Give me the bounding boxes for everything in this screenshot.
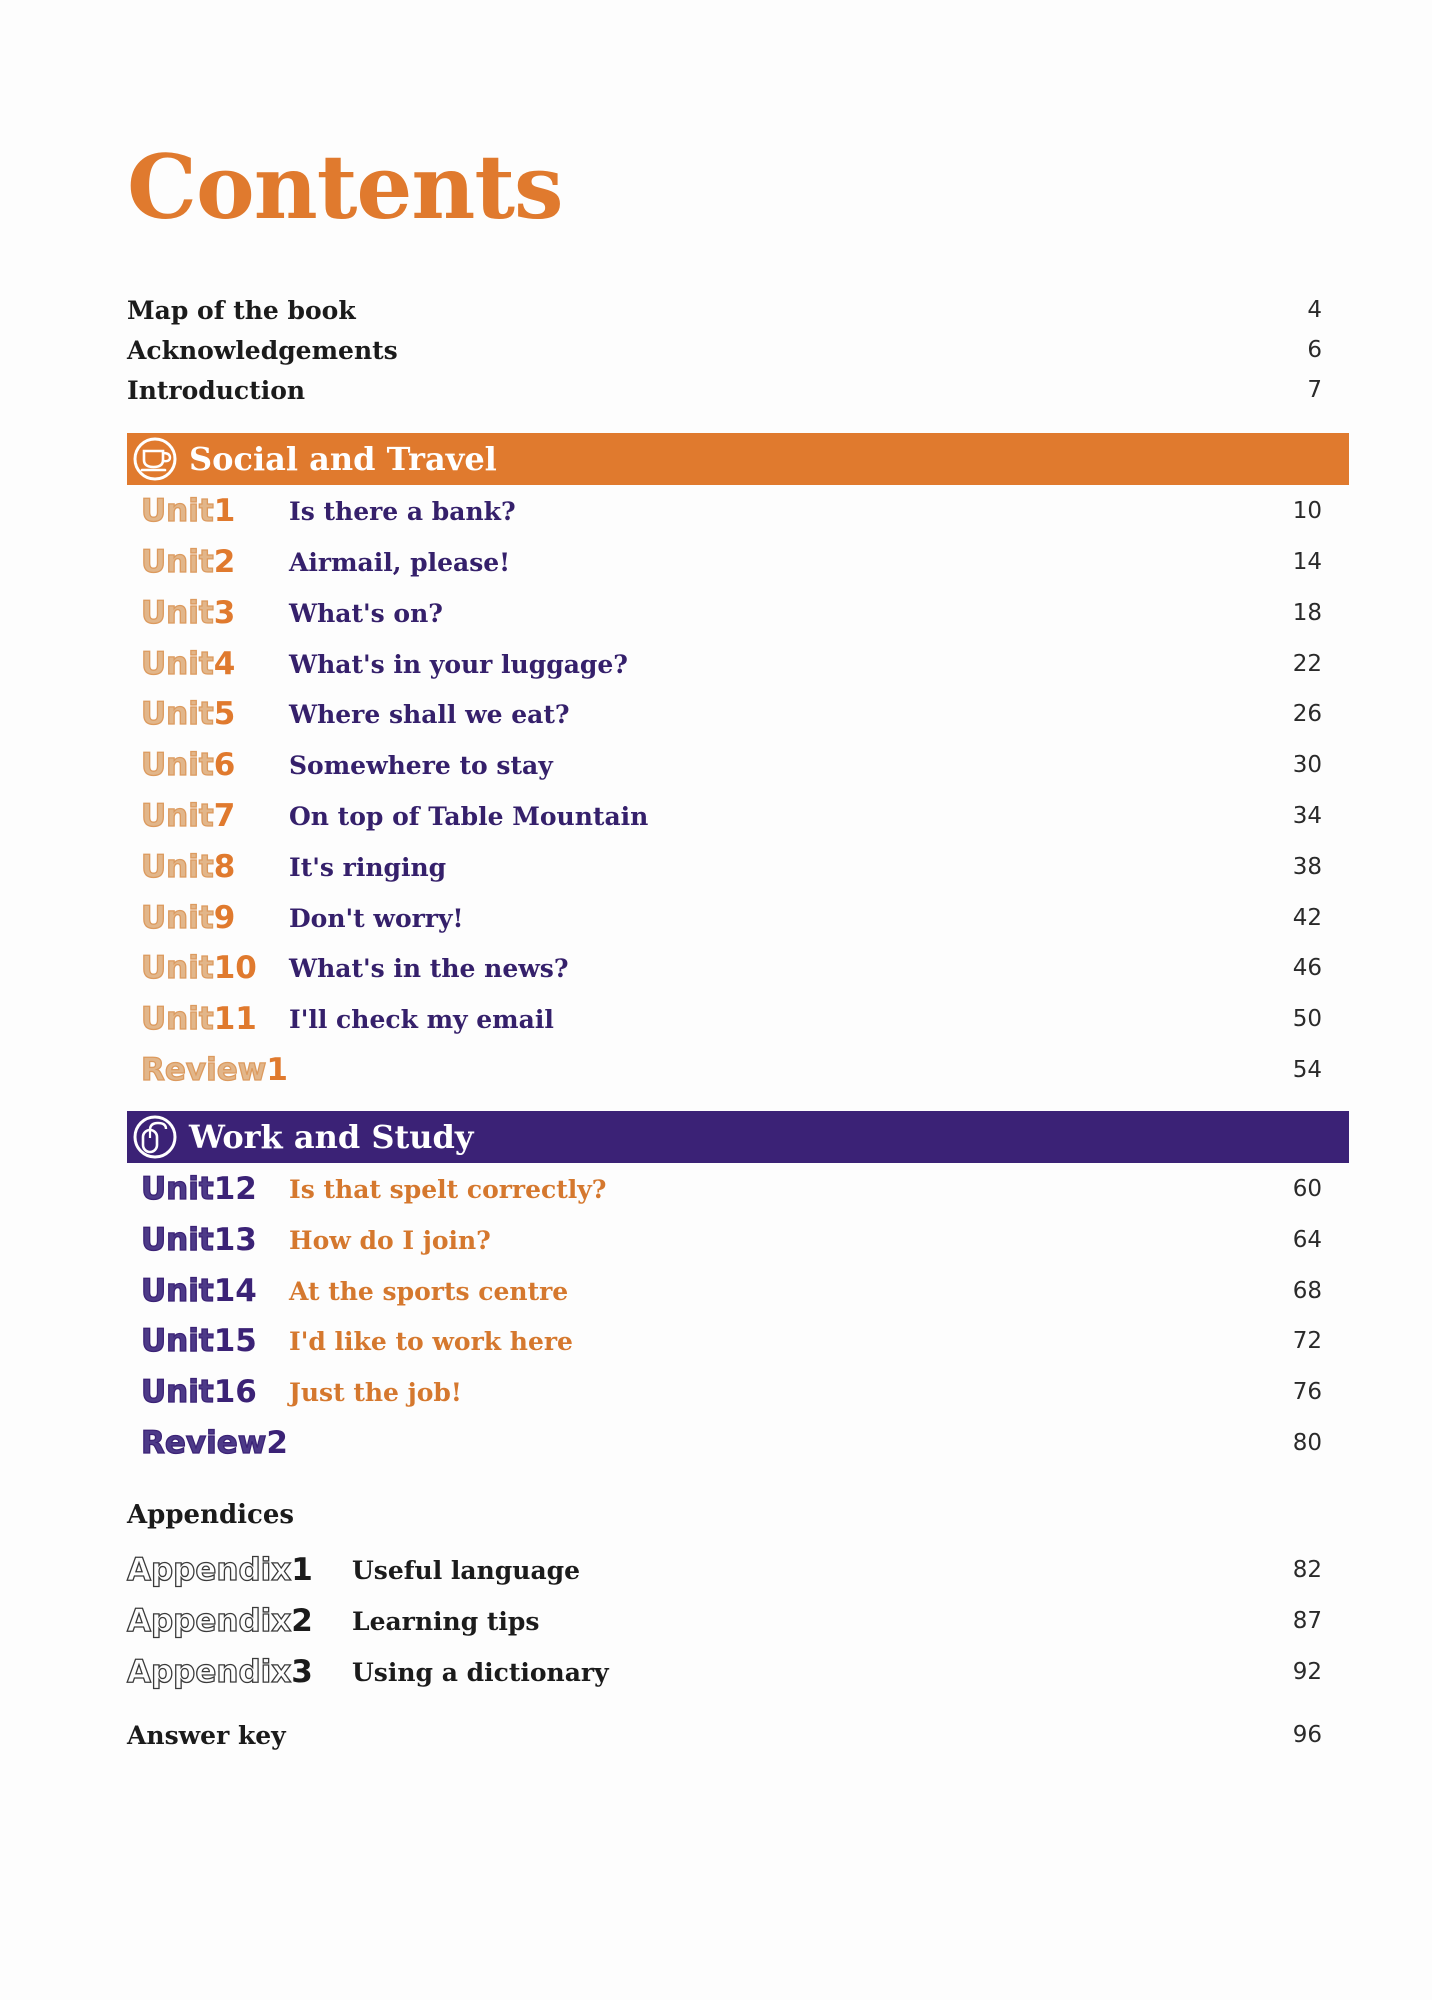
page-number: 60 — [1292, 1176, 1322, 1202]
page-number: 7 — [1307, 377, 1322, 403]
unit-word: Unit — [141, 1171, 214, 1207]
unit-number: 13 — [213, 1222, 257, 1258]
front-item-label: Introduction — [127, 375, 306, 405]
unit-word: Unit — [141, 900, 214, 936]
list-item[interactable] — [127, 842, 1322, 892]
unit-title: Where shall we eat? — [289, 699, 570, 729]
appendix-number: 2 — [291, 1603, 313, 1639]
unit-number: 8 — [213, 849, 236, 885]
page-number: 80 — [1292, 1430, 1322, 1456]
unit-word: Unit — [141, 1273, 214, 1309]
appendix-word: Appendix — [127, 1654, 292, 1690]
page-number: 4 — [1307, 297, 1322, 323]
page-number: 18 — [1292, 600, 1322, 626]
page-number: 30 — [1292, 752, 1322, 778]
section-header-work-study — [127, 1111, 1349, 1163]
unit-title: Is that spelt correctly? — [289, 1174, 607, 1204]
unit-tag — [141, 493, 235, 529]
answer-key-label: Answer key — [127, 1720, 286, 1750]
unit-title: I'll check my email — [289, 1004, 554, 1034]
unit-word: Unit — [141, 798, 214, 834]
appendix-title: Learning tips — [352, 1606, 540, 1636]
unit-title: Is there a bank? — [289, 496, 516, 526]
list-item[interactable] — [127, 1266, 1322, 1316]
list-item[interactable] — [127, 791, 1322, 841]
appendix-tag — [127, 1654, 313, 1690]
review-word: Review — [141, 1052, 267, 1088]
page-number: 82 — [1292, 1557, 1322, 1583]
list-item[interactable] — [127, 689, 1322, 739]
list-item[interactable] — [127, 486, 1322, 536]
appendix-title: Using a dictionary — [352, 1657, 609, 1687]
list-item[interactable] — [127, 943, 1322, 993]
unit-tag — [141, 646, 235, 682]
page-number: 72 — [1292, 1328, 1322, 1354]
teacup-icon — [133, 437, 177, 481]
unit-number: 7 — [213, 798, 236, 834]
unit-tag — [141, 696, 235, 732]
unit-number: 11 — [213, 1001, 257, 1037]
section-header-social-travel — [127, 433, 1349, 485]
unit-word: Unit — [141, 595, 214, 631]
page-number: 46 — [1292, 955, 1322, 981]
page-number: 26 — [1292, 701, 1322, 727]
page-number: 22 — [1292, 651, 1322, 677]
page-number: 96 — [1292, 1722, 1322, 1748]
unit-word: Unit — [141, 950, 214, 986]
unit-title: What's in the news? — [289, 953, 569, 983]
list-item[interactable] — [127, 994, 1322, 1044]
page-number: 87 — [1292, 1608, 1322, 1634]
page-number: 64 — [1292, 1227, 1322, 1253]
unit-tag — [141, 1374, 257, 1410]
unit-tag — [141, 1273, 257, 1309]
page-number: 10 — [1292, 498, 1322, 524]
list-item[interactable] — [127, 1215, 1322, 1265]
unit-title: At the sports centre — [289, 1276, 569, 1306]
section-title: Social and Travel — [189, 440, 497, 478]
unit-title: It's ringing — [289, 852, 447, 882]
unit-number: 9 — [213, 900, 236, 936]
page-number: 68 — [1292, 1278, 1322, 1304]
unit-number: 12 — [213, 1171, 257, 1207]
answer-key-item[interactable] — [127, 1715, 1322, 1755]
unit-word: Unit — [141, 544, 214, 580]
front-item-acknowledgements[interactable] — [127, 330, 1322, 370]
unit-word: Unit — [141, 696, 214, 732]
front-item-introduction[interactable] — [127, 370, 1322, 410]
appendix-item[interactable] — [127, 1596, 1322, 1646]
list-item[interactable] — [127, 537, 1322, 587]
list-item[interactable] — [127, 1164, 1322, 1214]
unit-tag — [141, 950, 257, 986]
unit-number: 15 — [213, 1323, 257, 1359]
review-number: 1 — [266, 1052, 288, 1088]
unit-number: 2 — [213, 544, 236, 580]
unit-title: What's on? — [289, 598, 443, 628]
unit-tag — [141, 798, 235, 834]
appendix-item[interactable] — [127, 1647, 1322, 1697]
appendix-tag — [127, 1603, 313, 1639]
appendix-item[interactable] — [127, 1545, 1322, 1595]
unit-number: 5 — [213, 696, 236, 732]
unit-tag — [141, 595, 235, 631]
list-item[interactable] — [127, 893, 1322, 943]
section-title: Work and Study — [189, 1118, 474, 1156]
page-number: 42 — [1292, 905, 1322, 931]
unit-number: 3 — [213, 595, 236, 631]
unit-word: Unit — [141, 1001, 214, 1037]
unit-title: What's in your luggage? — [289, 649, 628, 679]
appendix-number: 1 — [291, 1552, 313, 1588]
unit-word: Unit — [141, 849, 214, 885]
page-number: 92 — [1292, 1659, 1322, 1685]
page-number: 6 — [1307, 337, 1322, 363]
unit-number: 1 — [213, 493, 236, 529]
list-item[interactable] — [127, 1316, 1322, 1366]
unit-number: 6 — [213, 747, 236, 783]
unit-tag — [141, 1171, 257, 1207]
review-number: 2 — [266, 1425, 288, 1461]
page-number: 76 — [1292, 1379, 1322, 1405]
review-tag — [141, 1052, 288, 1088]
unit-number: 10 — [213, 950, 257, 986]
unit-title: How do I join? — [289, 1225, 491, 1255]
page-number: 54 — [1292, 1057, 1322, 1083]
front-item-map[interactable] — [127, 290, 1322, 330]
front-item-label: Acknowledgements — [127, 335, 398, 365]
unit-word: Unit — [141, 1222, 214, 1258]
unit-word: Unit — [141, 646, 214, 682]
review-item[interactable] — [127, 1045, 1322, 1095]
unit-tag — [141, 849, 235, 885]
unit-word: Unit — [141, 1323, 214, 1359]
review-item[interactable] — [127, 1418, 1322, 1468]
unit-title: I'd like to work here — [289, 1326, 573, 1356]
list-item[interactable] — [127, 1367, 1322, 1417]
unit-title: Somewhere to stay — [289, 750, 553, 780]
unit-number: 16 — [213, 1374, 257, 1410]
unit-tag — [141, 1222, 257, 1258]
unit-word: Unit — [141, 493, 214, 529]
unit-title: Don't worry! — [289, 903, 464, 933]
page-number: 38 — [1292, 854, 1322, 880]
page-title: Contents — [127, 135, 563, 239]
review-tag — [141, 1425, 288, 1461]
list-item[interactable] — [127, 740, 1322, 790]
appendix-title: Useful language — [352, 1555, 581, 1585]
unit-tag — [141, 747, 235, 783]
page-number: 14 — [1292, 549, 1322, 575]
computer-mouse-icon — [133, 1115, 177, 1159]
appendix-word: Appendix — [127, 1603, 292, 1639]
unit-number: 4 — [213, 646, 236, 682]
unit-tag — [141, 1323, 257, 1359]
page-number: 50 — [1292, 1006, 1322, 1032]
unit-tag — [141, 900, 235, 936]
unit-number: 14 — [213, 1273, 257, 1309]
review-word: Review — [141, 1425, 267, 1461]
unit-tag — [141, 544, 235, 580]
unit-tag — [141, 1001, 257, 1037]
appendices-heading: Appendices — [127, 1500, 295, 1530]
list-item[interactable] — [127, 639, 1322, 689]
unit-title: On top of Table Mountain — [289, 801, 649, 831]
unit-title: Just the job! — [289, 1377, 462, 1407]
appendix-tag — [127, 1552, 313, 1588]
unit-title: Airmail, please! — [289, 547, 511, 577]
front-item-label: Map of the book — [127, 295, 356, 325]
appendix-word: Appendix — [127, 1552, 292, 1588]
appendix-number: 3 — [291, 1654, 313, 1690]
page-number: 34 — [1292, 803, 1322, 829]
unit-word: Unit — [141, 1374, 214, 1410]
unit-word: Unit — [141, 747, 214, 783]
list-item[interactable] — [127, 588, 1322, 638]
